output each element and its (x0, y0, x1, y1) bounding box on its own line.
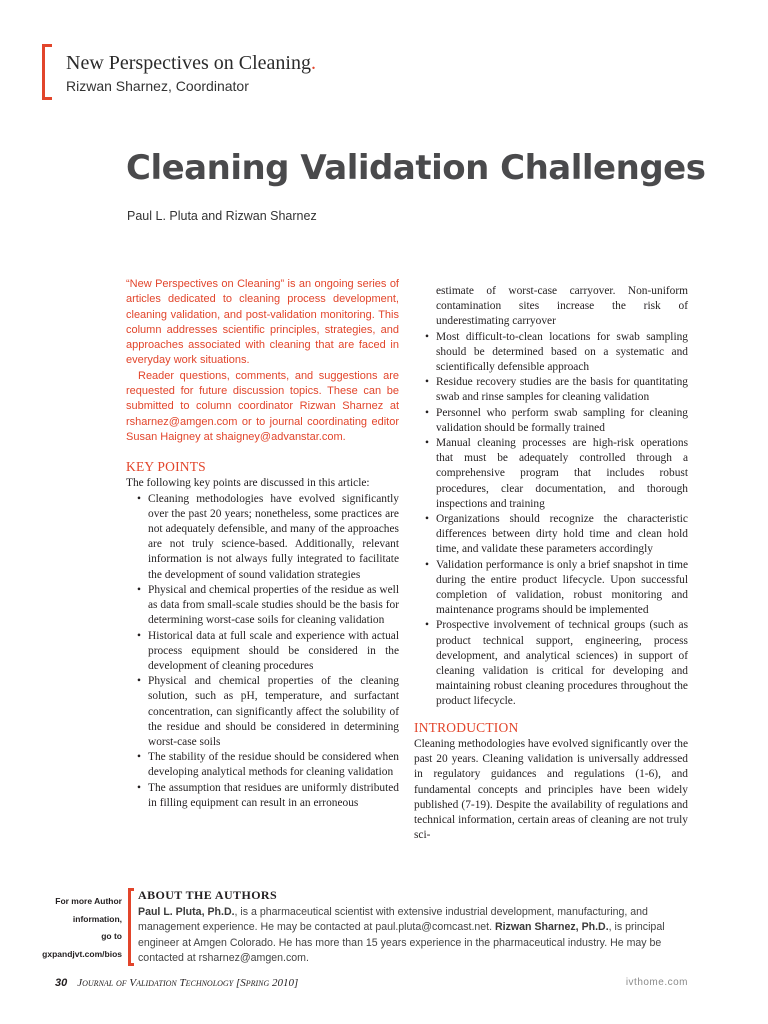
article-authors: Paul L. Pluta and Rizwan Sharnez (127, 209, 317, 223)
author-info-line-2: information, (72, 913, 122, 924)
footer-left (55, 977, 298, 989)
column-title-text: New Perspectives on Cleaning (66, 52, 311, 74)
key-point-item: • The stability of the residue should be considered when developing analytical methods for cleaning validation (126, 750, 399, 780)
key-point-item: • Validation performance is only a brief snapshot in time during the entire product lifecycle. Upon successful completion of validation, robust monitoring and maintenance programs should be implemented (414, 558, 688, 619)
column-bracket (42, 44, 52, 100)
introduction-heading: INTRODUCTION (414, 719, 519, 735)
key-point-item: • Cleaning methodologies have evolved significantly over the past 20 years; nonetheless, some practices are not adequately defensible, and many of the approaches are not truly science-based. Additionally, relevant information is not always fully integrated to facilitate the development of sound validation strategies (126, 492, 399, 583)
intro-paragraph-2: Reader questions, comments, and suggestions are requested for future discussion topics. These can be submitted to column coordinator Rizwan Sharnez at rsharnez@amgen.com or to journal coordinating editor Susan Haigney at shaigney@advanstar.com. (126, 369, 399, 443)
intro-paragraph-1: “New Perspectives on Cleaning” is an ongoing series of articles dedicated to cleaning process development, cleaning validation, and post-validation monitoring. This column addresses scientific principles, strategies, and approaches associated with cleaning that are faced in everyday work situations. (126, 278, 399, 367)
key-point-item: • Manual cleaning processes are high-risk operations that must be adequately controlled through a comprehensive program that includes robust procedures, clear documentation, and thorough inspections and training (414, 436, 688, 512)
author-2-bio: , is principal engineer at Amgen Colorado. He has more than 15 years experience in the pharmaceutical industry. He may be contacted at rsharnez@amgen.com. (138, 921, 665, 964)
author-info-line-3: go to (101, 931, 122, 941)
key-point-item: • Organizations should recognize the characteristic differences between dirty hold time and clean hold time, and validate these parameters accordingly (414, 512, 688, 558)
about-authors-text (138, 905, 688, 966)
key-point-item: • Most difficult-to-clean locations for swab sampling should be determined based on a systematic and scientifically defensible approach (414, 330, 688, 376)
left-column (126, 277, 399, 811)
key-point-continued: estimate of worst-case carryover. Non-uniform contamination sites increase the risk of underestimating carryover (436, 285, 688, 328)
key-point-item: • Residue recovery studies are the basis for quantitating swab and rinse samples for cleaning validation (414, 375, 688, 405)
column-intro (126, 277, 399, 445)
key-points-list-right (414, 284, 688, 710)
key-points-heading: KEY POINTS (126, 459, 206, 475)
key-points-lead: The following key points are discussed in this article: (126, 477, 370, 490)
column-title-dot: . (310, 52, 316, 74)
author-info-line-1: For more Author (55, 896, 122, 906)
key-point-item: • Personnel who perform swab sampling for cleaning validation should be formally trained (414, 406, 688, 436)
key-point-item: • Prospective involvement of technical groups (such as product technical support, engineering, process development, and analytical sciences) in support of cleaning validation is critical for developing and maintaining robust cleaning procedures throughout the product lifecycle. (414, 618, 688, 709)
journal-name: Journal of Validation Technology [Spring 2010] (77, 977, 299, 989)
right-column (414, 284, 688, 843)
author-info-note (30, 893, 122, 963)
key-point-item: • Physical and chemical properties of the residue as well as data from small-scale studies should be the basis for determining worst-case soils for cleaning validation (126, 583, 399, 629)
about-bracket (128, 888, 134, 966)
column-coordinator: Rizwan Sharnez, Coordinator (66, 78, 249, 94)
footer-site[interactable]: ivthome.com (625, 977, 688, 988)
key-points-list-left (126, 492, 399, 811)
about-authors-heading: ABOUT THE AUTHORS (138, 888, 278, 902)
column-title (66, 52, 316, 75)
key-point-item: • Historical data at full scale and experience with actual process equipment should be considered in the development of cleaning procedures (126, 629, 399, 675)
author-info-link[interactable]: gxpandjvt.com/bios (42, 948, 122, 959)
page-number: 30 (55, 977, 68, 989)
key-point-item: • Physical and chemical properties of the cleaning solution, such as pH, temperature, and surfactant concentration, can significantly affect the solubility of the residue and should be considered in determining worst-case soils (126, 674, 399, 750)
author-2-name: Rizwan Sharnez, Ph.D. (495, 921, 609, 934)
key-point-item: • The assumption that residues are uniformly distributed in filling equipment can result in an erroneous (126, 781, 399, 811)
article-title: Cleaning Validation Challenges (126, 148, 706, 188)
introduction-text: Cleaning methodologies have evolved significantly over the past 20 years. Cleaning validation is universally addressed in regulatory guidances and regulations (1-6), and fundamental concepts and principles have been widely published (7-19). Despite the availability of regulations and technical information, certain areas of cleaning are not truly sci- (414, 737, 688, 842)
author-1-name: Paul L. Pluta, Ph.D. (138, 906, 235, 918)
author-1-bio: , is a pharmaceutical scientist with extensive industrial development, manufacturing, and management experience. He may be contacted at paul.pluta@comcast.net. (138, 906, 648, 934)
